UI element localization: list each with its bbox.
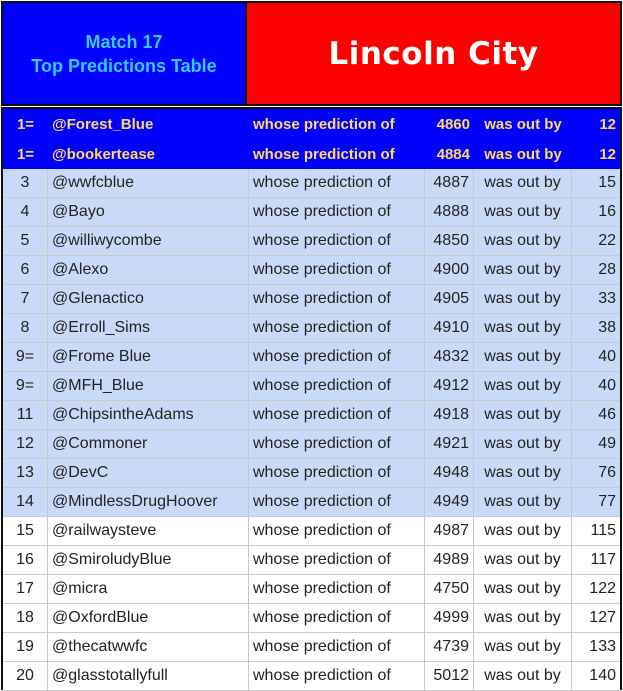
username-cell: @bookertease [52, 145, 156, 163]
phrase-cell: whose prediction of [249, 401, 425, 429]
margin-cell: 28 [598, 261, 616, 278]
rank-cell: 3 [3, 169, 48, 197]
phrase-cell: whose prediction of [249, 633, 425, 661]
phrase-cell: whose prediction of [249, 575, 425, 603]
table-row [3, 169, 620, 198]
rank-cell: 13 [3, 459, 48, 487]
out-by-cell: was out by [474, 198, 572, 226]
out-by-cell: was out by [484, 115, 562, 133]
phrase-cell: whose prediction of [249, 546, 425, 574]
prediction-cell: 4750 [425, 575, 474, 603]
margin-cell: 122 [589, 580, 616, 597]
prediction-cell: 4888 [425, 198, 474, 226]
phrase-cell: whose prediction of [249, 314, 425, 342]
table-row [3, 459, 620, 488]
match-label: Match 17 [85, 31, 163, 52]
out-by-cell: was out by [474, 459, 572, 487]
rank-cell: 1= [16, 145, 35, 163]
username-cell: @Frome Blue [48, 343, 249, 371]
username-cell: @Forest_Blue [52, 115, 154, 133]
margin-cell: 117 [590, 551, 616, 568]
table-row [3, 372, 620, 401]
username-cell: @Alexo [48, 256, 249, 284]
opponent-title-cell [247, 1, 622, 106]
phrase-cell: whose prediction of [249, 198, 425, 226]
margin-cell: 115 [590, 522, 616, 539]
username-cell: @wwfcblue [48, 169, 249, 197]
table-row [3, 430, 620, 459]
phrase-cell: whose prediction of [249, 488, 425, 516]
prediction-cell: 4887 [425, 169, 474, 197]
margin-cell: 33 [598, 290, 616, 307]
margin-cell: 12 [599, 115, 616, 133]
rank-cell: 4 [3, 198, 48, 226]
rank-cell: 9= [3, 343, 48, 371]
table-row [3, 256, 620, 285]
table-row [3, 109, 620, 139]
rank-cell: 17 [3, 575, 48, 603]
phrase-cell: whose prediction of [249, 343, 425, 371]
table-row [3, 401, 620, 430]
username-cell: @glasstotallyfull [48, 662, 249, 690]
username-cell: @DevC [48, 459, 249, 487]
table-title-cell [1, 1, 247, 106]
out-by-cell: was out by [474, 488, 572, 516]
prediction-cell: 4912 [425, 372, 474, 400]
phrase-cell: whose prediction of [249, 662, 425, 690]
phrase-cell: whose prediction of [249, 459, 425, 487]
prediction-cell: 4905 [425, 285, 474, 313]
username-cell: @Erroll_Sims [48, 314, 249, 342]
out-by-cell: was out by [474, 314, 572, 342]
out-by-cell: was out by [484, 145, 562, 163]
margin-cell: 46 [598, 406, 616, 423]
table-row [3, 227, 620, 256]
margin-cell: 40 [598, 377, 616, 394]
username-cell: @thecatwwfc [48, 633, 249, 661]
phrase-cell: whose prediction of [249, 285, 425, 313]
username-cell: @williwycombe [48, 227, 249, 255]
phrase-cell: whose prediction of [249, 256, 425, 284]
prediction-cell: 4989 [425, 546, 474, 574]
margin-cell: 12 [599, 145, 616, 163]
margin-cell: 49 [598, 435, 616, 452]
prediction-cell: 4850 [425, 227, 474, 255]
margin-cell: 22 [598, 232, 616, 249]
table-row [3, 488, 620, 517]
phrase-cell: whose prediction of [249, 372, 425, 400]
rank-cell: 5 [3, 227, 48, 255]
rank-cell: 8 [3, 314, 48, 342]
phrase-cell: whose prediction of [253, 145, 395, 163]
predictions-table [1, 107, 622, 690]
out-by-cell: was out by [474, 546, 572, 574]
out-by-cell: was out by [474, 604, 572, 632]
out-by-cell: was out by [474, 169, 572, 197]
out-by-cell: was out by [474, 633, 572, 661]
table-row [3, 285, 620, 314]
out-by-cell: was out by [474, 372, 572, 400]
prediction-cell: 5012 [425, 662, 474, 690]
username-cell: @railwaysteve [48, 517, 249, 545]
table-row [3, 633, 620, 662]
phrase-cell: whose prediction of [249, 169, 425, 197]
rank-cell: 12 [3, 430, 48, 458]
phrase-cell: whose prediction of [249, 517, 425, 545]
table-row [3, 575, 620, 604]
out-by-cell: was out by [474, 662, 572, 690]
rank-cell: 1= [16, 115, 35, 133]
prediction-cell: 4910 [425, 314, 474, 342]
prediction-cell: 4987 [425, 517, 474, 545]
prediction-cell: 4900 [425, 256, 474, 284]
out-by-cell: was out by [474, 343, 572, 371]
out-by-cell: was out by [474, 430, 572, 458]
table-row [3, 198, 620, 227]
prediction-cell: 4832 [425, 343, 474, 371]
margin-cell: 77 [598, 493, 616, 510]
username-cell: @Glenactico [48, 285, 249, 313]
margin-cell: 15 [598, 174, 616, 191]
margin-cell: 140 [589, 667, 616, 684]
rank-cell: 16 [3, 546, 48, 574]
prediction-cell: 4860 [436, 115, 470, 133]
rank-cell: 11 [3, 401, 48, 429]
table-row [3, 662, 620, 691]
username-cell: @MindlessDrugHoover [48, 488, 249, 516]
margin-cell: 76 [598, 464, 616, 481]
margin-cell: 127 [589, 609, 616, 626]
username-cell: @Bayo [48, 198, 249, 226]
out-by-cell: was out by [474, 401, 572, 429]
table-row [3, 314, 620, 343]
prediction-cell: 4921 [425, 430, 474, 458]
username-cell: @MFH_Blue [48, 372, 249, 400]
rank-cell: 18 [3, 604, 48, 632]
phrase-cell: whose prediction of [253, 115, 395, 133]
out-by-cell: was out by [474, 256, 572, 284]
margin-cell: 133 [589, 638, 616, 655]
phrase-cell: whose prediction of [249, 227, 425, 255]
username-cell: @SmiroludyBlue [48, 546, 249, 574]
prediction-cell: 4739 [425, 633, 474, 661]
rank-cell: 20 [3, 662, 48, 690]
username-cell: @micra [48, 575, 249, 603]
table-row [3, 517, 620, 546]
out-by-cell: was out by [474, 285, 572, 313]
prediction-cell: 4999 [425, 604, 474, 632]
username-cell: @ChipsintheAdams [48, 401, 249, 429]
table-label: Top Predictions Table [31, 55, 217, 76]
prediction-cell: 4949 [425, 488, 474, 516]
opponent-name: Lincoln City [328, 35, 539, 72]
table-row [3, 546, 620, 575]
table-row [3, 139, 620, 169]
phrase-cell: whose prediction of [249, 430, 425, 458]
table-row [3, 604, 620, 633]
rank-cell: 14 [3, 488, 48, 516]
margin-cell: 16 [598, 203, 616, 220]
out-by-cell: was out by [474, 575, 572, 603]
margin-cell: 38 [598, 319, 616, 336]
prediction-cell: 4948 [425, 459, 474, 487]
margin-cell: 40 [598, 348, 616, 365]
username-cell: @Commoner [48, 430, 249, 458]
prediction-cell: 4918 [425, 401, 474, 429]
phrase-cell: whose prediction of [249, 604, 425, 632]
table-row [3, 343, 620, 372]
out-by-cell: was out by [474, 517, 572, 545]
rank-cell: 6 [3, 256, 48, 284]
rank-cell: 19 [3, 633, 48, 661]
rank-cell: 7 [3, 285, 48, 313]
out-by-cell: was out by [474, 227, 572, 255]
username-cell: @OxfordBlue [48, 604, 249, 632]
rank-cell: 9= [3, 372, 48, 400]
rank-cell: 15 [3, 517, 48, 545]
prediction-cell: 4884 [436, 145, 470, 163]
